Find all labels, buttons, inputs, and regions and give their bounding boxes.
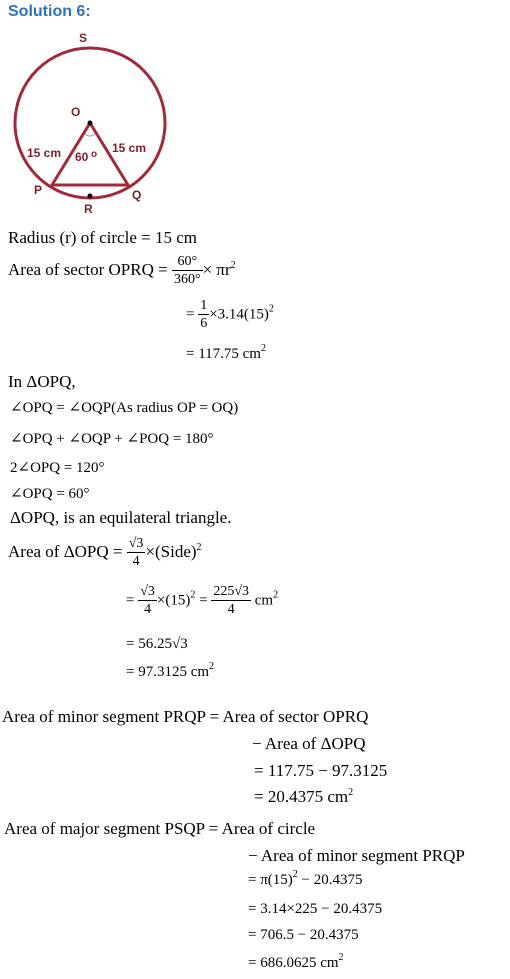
angle-line-3: 2∠OPQ = 120° (10, 460, 105, 476)
triangle-step4: = 97.3125 $cm^2$ (126, 661, 215, 680)
label-r: R (84, 202, 93, 216)
major-segment-line-1: Area of major segment PSQP = Area of circle (4, 819, 316, 838)
major-segment-line-5: = 706.5 − 20.4375 (248, 927, 359, 943)
point-o-dot (88, 121, 93, 126)
circle-diagram (0, 22, 180, 222)
triangle-area-line: Area of ΔOPQ = $\frac{√3}{4}$ ×(Side)$^2$ (8, 536, 202, 570)
solution-heading: Solution 6: (8, 3, 91, 20)
minor-segment-line-2: − Area of ΔOPQ (252, 734, 366, 753)
label-q: Q (132, 188, 142, 202)
label-p: P (34, 183, 43, 197)
minor-segment-line-4: = 20.4375 $cm^2$ (254, 787, 354, 806)
label-angle: 60 (75, 150, 89, 164)
label-right-side: 15 cm (112, 141, 147, 155)
label-left-side: 15 cm (27, 146, 62, 160)
triangle-step2: = $\frac{√3}{4}$ $\times(15)^2$ = $\frac{225√3}{4}$ $cm^2$ (126, 584, 279, 618)
minor-segment-line-3: = 117.75 − 97.3125 (254, 761, 388, 780)
major-segment-line-4: = 3.14×225 − 20.4375 (248, 901, 383, 917)
angle-line-4: ∠OPQ = 60° (10, 486, 90, 502)
radius-line: Radius (r) of circle = 15 cm (8, 228, 197, 247)
sector-step3: = 117.75 $cm^2$ (186, 343, 266, 362)
in-triangle-line: In ΔOPQ, (8, 372, 76, 391)
sector-step2: = $\frac{1}{6}$ $\times 3.14(15)^2$ (186, 298, 274, 332)
label-o: O (71, 105, 81, 119)
sector-fraction: $\frac{60^\circ}{360^\circ}$ (173, 254, 201, 288)
major-segment-line-2: − Area of minor segment PRQP (248, 846, 465, 865)
point-r-dot (88, 194, 93, 199)
equilateral-line: ΔOPQ, is an equilateral triangle. (10, 508, 232, 527)
triangle-step3: = 56.25√3 (126, 636, 188, 652)
major-segment-line-6: = 686.0625 $cm^2$ (248, 952, 344, 971)
major-segment-line-3: = $\pi(15)^2 - 20.4375$ (248, 869, 363, 888)
label-degree: o (91, 149, 98, 160)
sector-area-line: Area of sector OPRQ = $\frac{60^\circ}{360^\circ}$ × $\pi r^2$ (8, 254, 236, 288)
minor-segment-line-1: Area of minor segment PRQP = Area of sector OPRQ (2, 707, 369, 726)
angle-arc (85, 134, 95, 136)
angle-line-1: ∠OPQ = ∠OQP(As radius OP = OQ) (10, 400, 239, 416)
angle-line-2: ∠OPQ + ∠OQP + ∠POQ = 180° (10, 431, 214, 447)
label-s: S (79, 31, 88, 45)
